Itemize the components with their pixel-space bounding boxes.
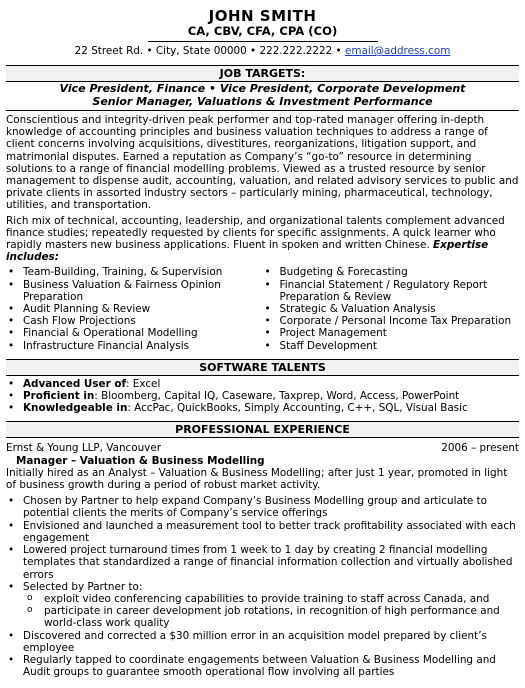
expertise-label: Expertise includes: [6,239,489,264]
job-title: Manager – Valuation & Business Modelling [16,454,265,467]
software-label: Knowledgeable in [23,402,128,415]
list-item: • Regularly tapped to coordinate engagements between Valuation & Business Modelling and Audit groups to guarantee smooth operational flow involving all parties [6,654,519,678]
summary-paragraph-2 [6,215,519,264]
list-item: • Team-Building, Training, & Supervision [6,266,263,278]
employer: Ernst & Young LLP, Vancouver [6,442,161,455]
list-item [6,402,519,414]
list-item: • Financial & Operational Modelling [6,327,263,339]
job-header [6,442,519,454]
list-item: • Financial Statement / Regulatory Report Preparation & Review [263,279,520,303]
achievements-list [6,495,519,593]
software-value: : Excel [126,377,161,390]
list-item: • Staff Development [263,340,520,352]
email-link[interactable]: email@address.com [344,45,451,57]
list-item: • Project Management [263,327,520,339]
summary-paragraph-1: Conscientious and integrity-driven peak performer and top-rated manager offering in-depth knowledge of accounting principles and business valuation techniques to address a range of client concerns involving acquisitions, divestitures, reorganizations, litigation support, and matrimonial disputes. Earned a reputation as Company’s “go-to” resource in determining solutions to a range of financial modelling problems. Viewed as a trusted resource by senior management to dispense audit, accounting, valuation, and related advisory services to public and private clients in assorted industry sectors – particularly mining, pharmaceutical, technology, utilities, and transportation. [6,114,519,212]
software-list [6,378,519,415]
expertise-column-left [6,266,263,351]
job-targets-line-2: Senior Manager, Valuations & Investment Performance [92,95,433,108]
list-item: • Envisioned and launched a measurement tool to better track profitability associated with each engagement [6,520,519,544]
list-item: o participate in career development job rotations, in recognition of high performance and world-class work quality [6,605,519,629]
expertise-column-right [263,266,520,351]
list-item: • Cash Flow Projections [6,315,263,327]
job-targets [6,82,519,111]
list-item: • Strategic & Valuation Analysis [263,303,520,315]
job-intro: Initially hired as an Analyst – Valuation & Business Modelling; after just 1 year, promoted in light of business growth during a period of robust market activity. [6,466,508,492]
list-item: • Business Valuation & Fairness Opinion Preparation [6,279,263,303]
list-item: • Selected by Partner to: [6,581,519,593]
list-item: • Infrastructure Financial Analysis [6,340,263,352]
list-item: • Audit Planning & Review [6,303,263,315]
software-value: : AccPac, QuickBooks, Simply Accounting, C++, SQL, Visual Basic [127,402,468,415]
header-divider [148,41,378,42]
list-item [6,378,519,390]
list-item: • Budgeting & Forecasting [263,266,520,278]
list-item: • Corporate / Personal Income Tax Preparation [263,315,520,327]
list-item: • Chosen by Partner to help expand Company’s Business Modelling group and articulate to potential clients the merits of Company’s service offerings [6,495,519,519]
contact-address: 22 Street Rd. • City, State 00000 • 222.222.2222 • [74,45,345,57]
candidate-name: JOHN SMITH [208,7,317,25]
list-item: o exploit video conferencing capabilities to provide training to staff across Canada, and [6,593,519,605]
software-value: : Bloomberg, Capital IQ, Caseware, Taxprep, Word, Access, PowerPoint [94,390,460,403]
list-item: • Discovered and corrected a $30 million error in an acquisition model prepared by client’s employee [6,630,519,654]
employment-dates: 2006 – present [441,442,519,455]
experience-heading: PROFESSIONAL EXPERIENCE [6,421,519,438]
achievements-list-continued [6,630,519,679]
job-targets-heading: JOB TARGETS: [6,65,519,82]
expertise-list [6,266,519,351]
software-label: Proficient in [23,390,95,403]
candidate-credentials: CA, CBV, CFA, CPA (CO) [187,24,338,38]
job-targets-line-1: Vice President, Finance • Vice President, Corporate Development [59,82,466,95]
contact-line [6,45,519,58]
achievements-sublist [6,593,519,630]
summary-paragraph-2-text: Rich mix of technical, accounting, leadership, and organizational talents complement advanced finance studies; repeatedly requested by clients for specific assignments. A quick learner who rapidly masters new business applications. Fluent in spoken and written Chinese. [6,214,505,252]
software-heading: SOFTWARE TALENTS [6,359,519,376]
list-item [6,390,519,402]
list-item: • Lowered project turnaround times from 1 week to 1 day by creating 2 financial modelling templates that standardized a range of financial information collection and virtually abolished errors [6,544,519,581]
software-label: Advanced User of [23,377,126,390]
